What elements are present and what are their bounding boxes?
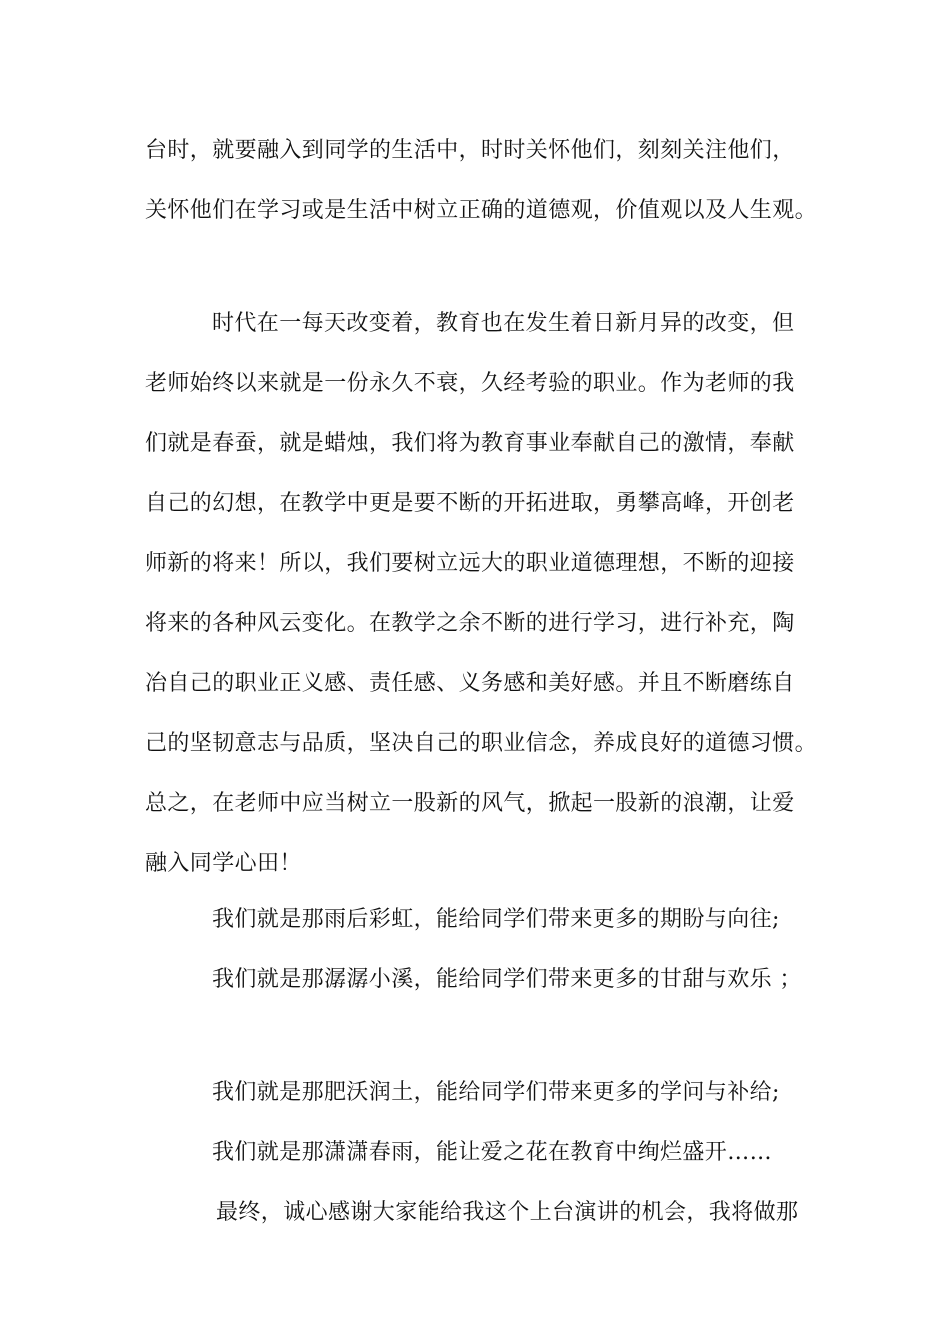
text-line: 自己的幻想，在教学中更是要不断的开拓进取，勇攀高峰，开创老 — [145, 491, 795, 516]
text-line: 我们就是那肥沃润土，能给同学们带来更多的学问与补给; — [212, 1080, 780, 1105]
text-line: 老师始终以来就是一份永久不衰，久经考验的职业。作为老师的我 — [145, 371, 795, 396]
text-line: 最终，诚心感谢大家能给我这个上台演讲的机会，我将做那 — [216, 1200, 799, 1225]
text-line: 我们就是那潇潇春雨，能让爱之花在教育中绚烂盛开…… — [212, 1140, 773, 1165]
text-line: 融入同学心田！ — [145, 851, 302, 876]
text-line: 冶自己的职业正义感、责任感、义务感和美好感。并且不断磨练自 — [145, 671, 795, 696]
text-line: 们就是春蚕，就是蜡烛，我们将为教育事业奉献自己的激情，奉献 — [145, 431, 795, 456]
text-line: 总之，在老师中应当树立一股新的风气，掀起一股新的浪潮，让爱 — [145, 791, 795, 816]
text-line: 关怀他们在学习或是生活中树立正确的道德观，价值观以及人生观。 — [145, 198, 818, 223]
text-line: 台时，就要融入到同学的生活中，时时关怀他们，刻刻关注他们， — [145, 138, 795, 163]
text-line: 师新的将来！所以，我们要树立远大的职业道德理想，不断的迎接 — [145, 551, 795, 576]
text-line: 将来的各种风云变化。在教学之余不断的进行学习，进行补充，陶 — [145, 611, 795, 636]
text-line: 我们就是那雨后彩虹，能给同学们带来更多的期盼与向往; — [212, 907, 780, 932]
text-line: 己的坚韧意志与品质，坚决自己的职业信念，养成良好的道德习惯。 — [145, 731, 818, 756]
text-line: 时代在一每天改变着，教育也在发生着日新月异的改变，但 — [212, 311, 795, 336]
text-line: 我们就是那潺潺小溪，能给同学们带来更多的甘甜与欢乐 ； — [212, 967, 802, 992]
